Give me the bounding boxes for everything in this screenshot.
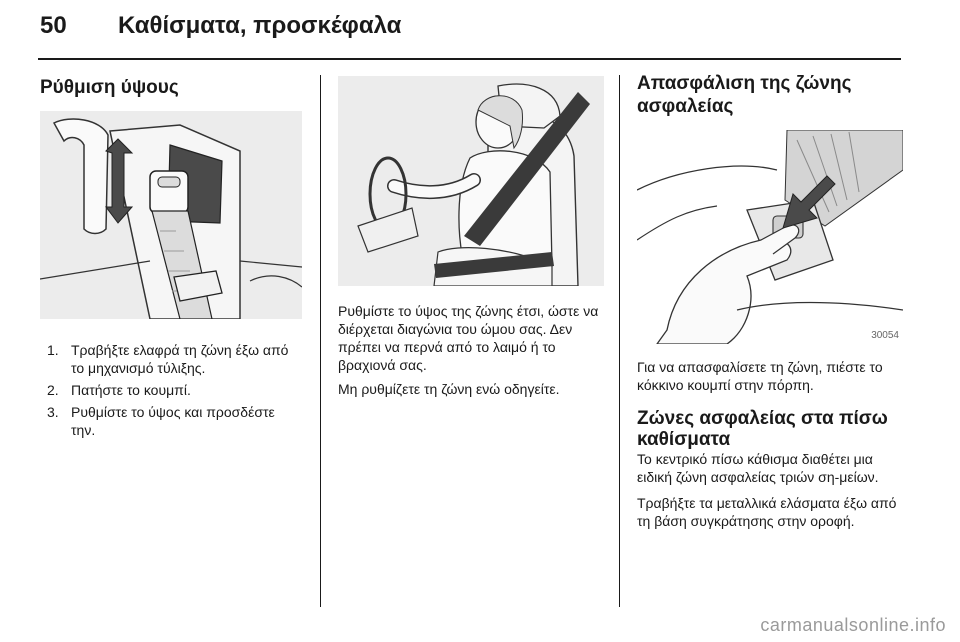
belt-position-paragraph: Ρυθμίστε το ύψος της ζώνης έτσι, ώστε να διέρχεται διαγώνια του ώμου σας. Δεν πρέπει να περνά από το λαιμό ή το βραχιονά σας.	[338, 303, 599, 373]
section-heading-release: Απασφάλιση της ζώνης ασφαλείας	[637, 73, 852, 117]
belt-height-adjuster-illustration	[40, 111, 302, 319]
belt-warning-paragraph: Μη ρυθμίζετε τη ζώνη ενώ οδηγείτε.	[338, 381, 560, 397]
step-text: Ρυθμίστε το ύψος και προσδέστε την.	[71, 404, 275, 438]
column-height-adjustment	[40, 72, 302, 443]
rear-belt-paragraph: Το κεντρικό πίσω κάθισμα διαθέτει μια ειδική ζώνη ασφαλείας τριών ση-μείων.	[637, 451, 879, 485]
adjustment-steps-list	[40, 341, 302, 439]
rear-belt-instructions: Τραβήξτε τα μεταλλικά ελάσματα έξω από τη βάση συγκράτησης στην οροφή.	[637, 495, 897, 529]
column-belt-position	[338, 76, 604, 398]
header-rule	[38, 58, 901, 60]
column-divider-left	[320, 75, 321, 607]
driver-wearing-belt-illustration	[338, 76, 604, 286]
step-number: 1.	[47, 342, 59, 358]
list-item	[40, 341, 302, 377]
buckle-release-illustration	[637, 130, 903, 344]
step-text: Τραβήξτε ελαφρά τη ζώνη έξω από το μηχανισμό τύλιξης.	[71, 342, 289, 376]
chapter-title: Καθίσματα, προσκέφαλα	[118, 12, 402, 39]
page-number: 50	[40, 12, 67, 39]
section-heading-height: Ρύθμιση ύψους	[40, 77, 179, 98]
watermark: carmanualsonline.info	[760, 615, 946, 635]
step-number: 2.	[47, 382, 59, 398]
release-paragraph: Για να απασφαλίσετε τη ζώνη, πιέστε το κόκκινο κουμπί στην πόρπη.	[637, 359, 883, 393]
column-divider-right	[619, 75, 620, 607]
section-heading-rear-belts: Ζώνες ασφαλείας στα πίσω καθίσματα	[637, 408, 888, 450]
figure-code: 30054	[871, 330, 899, 341]
step-number: 3.	[47, 404, 59, 420]
column-belt-release	[637, 72, 903, 530]
list-item	[40, 403, 302, 439]
step-text: Πατήστε το κουμπί.	[71, 382, 191, 398]
list-item	[40, 381, 302, 399]
